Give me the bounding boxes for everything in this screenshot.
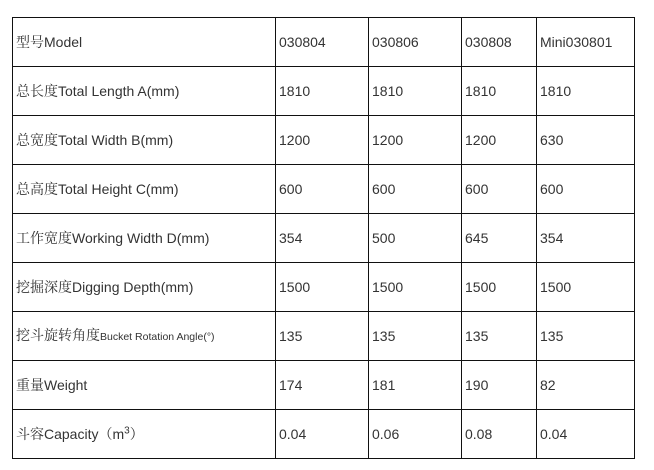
value-cell: 135 (369, 312, 462, 361)
row-label-total-height: 总高度Total Height C(mm) (13, 165, 276, 214)
capacity-label-end: ） (129, 426, 144, 442)
row-label-digging-depth: 挖掘深度Digging Depth(mm) (13, 263, 276, 312)
model-cell: 030806 (369, 18, 462, 67)
value-cell: 0.06 (369, 410, 462, 459)
value-cell: 1810 (537, 67, 635, 116)
row-label-capacity (13, 410, 276, 459)
value-cell: 190 (462, 361, 537, 410)
value-cell: 174 (276, 361, 369, 410)
row-label-bucket-rotation-angle (13, 312, 276, 361)
value-cell: 1810 (462, 67, 537, 116)
value-cell: 600 (276, 165, 369, 214)
value-cell: 181 (369, 361, 462, 410)
spec-table (12, 17, 635, 459)
value-cell: 1500 (537, 263, 635, 312)
table-row (13, 116, 635, 165)
value-cell: 0.04 (537, 410, 635, 459)
table-row (13, 410, 635, 459)
value-cell: 630 (537, 116, 635, 165)
table-row (13, 263, 635, 312)
model-cell: 030808 (462, 18, 537, 67)
value-cell: 645 (462, 214, 537, 263)
table-row (13, 214, 635, 263)
row-label-total-width: 总宽度Total Width B(mm) (13, 116, 276, 165)
model-cell: 030804 (276, 18, 369, 67)
row-label-prefix: 挖斗旋转角度 (16, 327, 100, 343)
value-cell: 354 (276, 214, 369, 263)
row-label-model: 型号Model (13, 18, 276, 67)
value-cell: 135 (462, 312, 537, 361)
value-cell: 135 (276, 312, 369, 361)
value-cell: 354 (537, 214, 635, 263)
table-header-row (13, 18, 635, 67)
model-cell: Mini030801 (537, 18, 635, 67)
value-cell: 1810 (276, 67, 369, 116)
value-cell: 1200 (276, 116, 369, 165)
value-cell: 1200 (369, 116, 462, 165)
capacity-label-main: 斗容Capacity（m (16, 426, 125, 442)
row-label-suffix: Bucket Rotation Angle(°) (100, 331, 215, 343)
value-cell: 500 (369, 214, 462, 263)
table-row (13, 312, 635, 361)
table-row (13, 67, 635, 116)
table-row (13, 361, 635, 410)
row-label-total-length: 总长度Total Length A(mm) (13, 67, 276, 116)
value-cell: 0.04 (276, 410, 369, 459)
value-cell: 600 (369, 165, 462, 214)
row-label-weight: 重量Weight (13, 361, 276, 410)
value-cell: 1500 (276, 263, 369, 312)
value-cell: 600 (462, 165, 537, 214)
cubic-superscript: 3 (124, 425, 130, 437)
value-cell: 0.08 (462, 410, 537, 459)
row-label-working-width: 工作宽度Working Width D(mm) (13, 214, 276, 263)
value-cell: 1500 (369, 263, 462, 312)
value-cell: 1810 (369, 67, 462, 116)
value-cell: 135 (537, 312, 635, 361)
table-row (13, 165, 635, 214)
value-cell: 600 (537, 165, 635, 214)
value-cell: 82 (537, 361, 635, 410)
value-cell: 1500 (462, 263, 537, 312)
value-cell: 1200 (462, 116, 537, 165)
